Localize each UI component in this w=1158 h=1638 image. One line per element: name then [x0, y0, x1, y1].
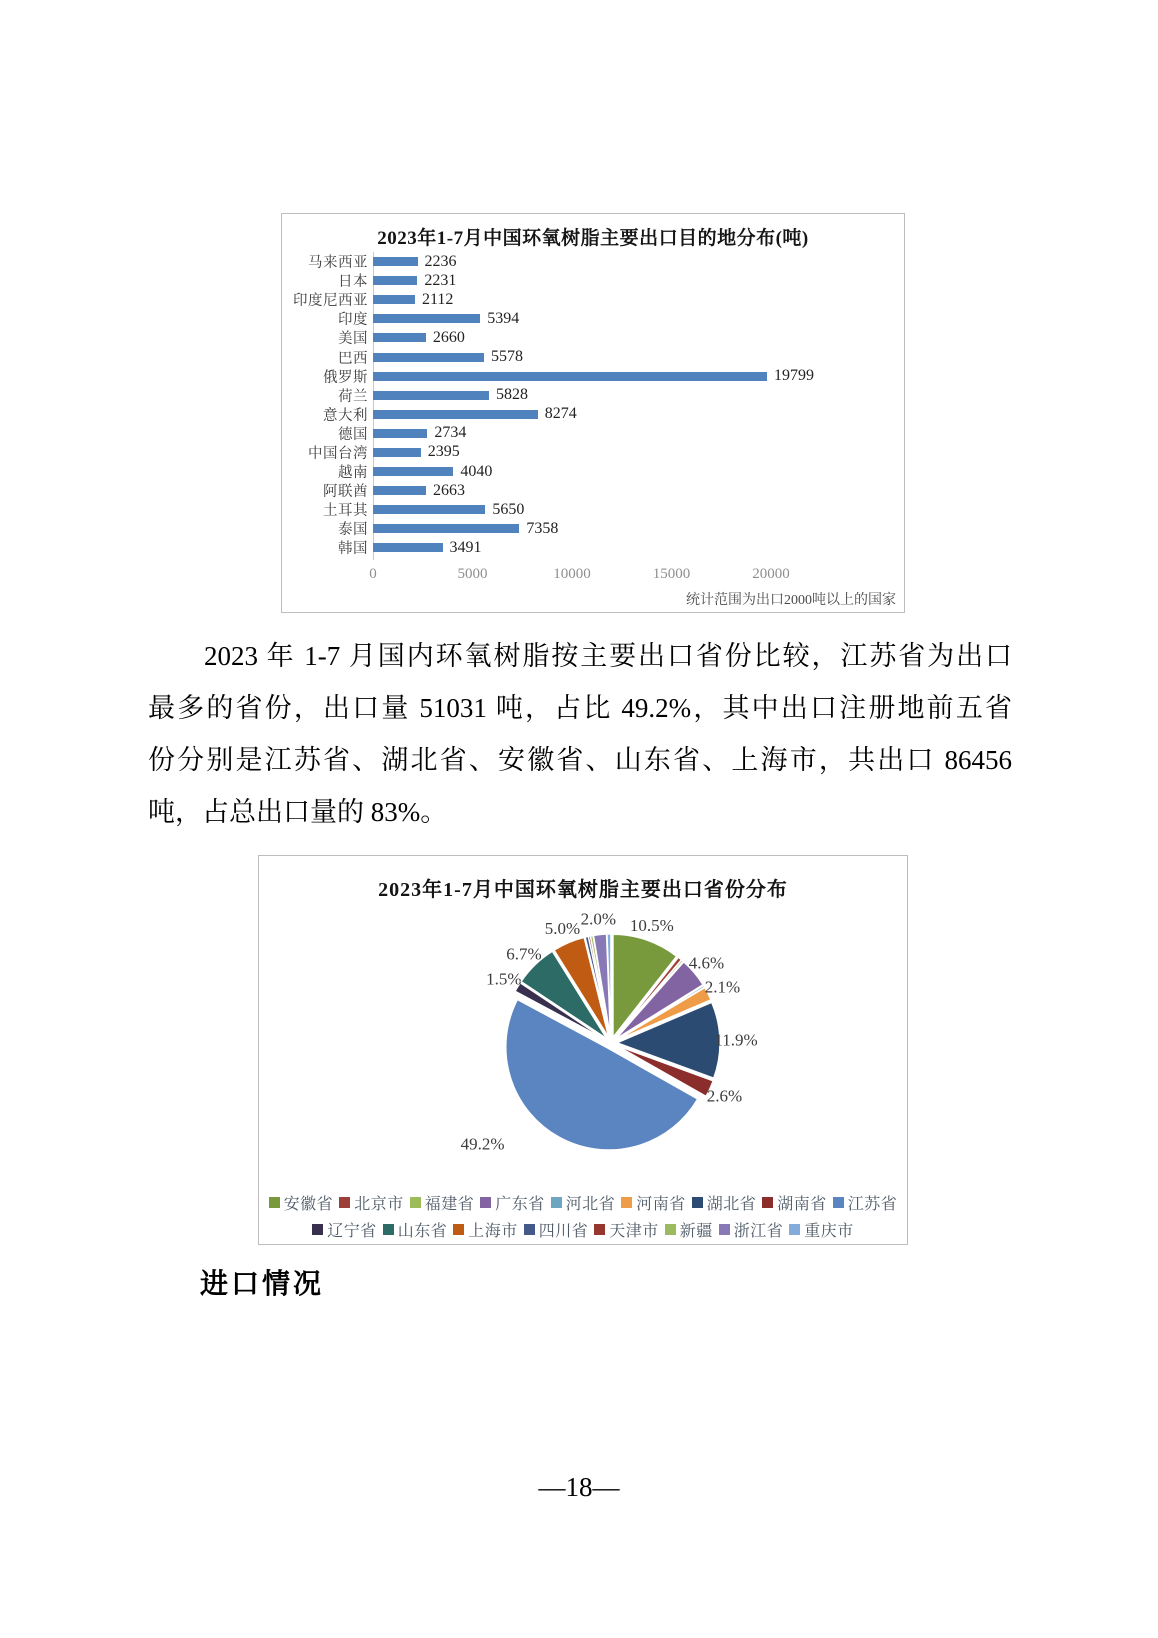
bar-row: [282, 500, 904, 519]
bar-category-label: 俄罗斯: [323, 369, 368, 386]
legend-item-上海市: [453, 1218, 518, 1241]
bar-value-label: 5650: [492, 500, 525, 518]
legend-item-福建省: [410, 1191, 475, 1214]
legend-label: 河北省: [565, 1196, 616, 1213]
legend-item-湖北省: [692, 1191, 757, 1214]
bar: [373, 429, 427, 438]
pie-percent-label: 49.2%: [460, 1134, 505, 1154]
legend-label: 辽宁省: [327, 1223, 377, 1240]
bar-value-label: 2395: [427, 443, 460, 461]
bar-row: [282, 328, 904, 347]
legend-label: 天津市: [609, 1223, 659, 1240]
bar-row: [282, 367, 904, 386]
legend-label: 福建省: [424, 1196, 475, 1213]
legend-swatch: [833, 1197, 844, 1208]
legend-label: 湖北省: [706, 1196, 757, 1213]
legend-swatch: [453, 1224, 464, 1235]
legend-item-辽宁省: [312, 1218, 377, 1241]
legend-label: 河南省: [636, 1196, 686, 1213]
bar-row: [282, 290, 904, 309]
legend-item-四川省: [524, 1218, 589, 1241]
legend-swatch: [665, 1224, 676, 1235]
bar: [373, 391, 489, 400]
bar-category-label: 荷兰: [338, 388, 368, 405]
bar-row: [282, 462, 904, 481]
legend-item-安徽省: [269, 1191, 334, 1214]
bar-chart-panel: [281, 213, 905, 613]
bar-row: [282, 252, 904, 271]
legend-item-浙江省: [719, 1218, 784, 1241]
x-axis-tick: 15000: [652, 566, 691, 582]
bar-value-label: 4040: [460, 462, 493, 480]
bar-value-label: 2663: [433, 481, 465, 499]
pie-chart-panel: [258, 855, 908, 1245]
pie-percent-label: 5.0%: [544, 918, 581, 938]
bar: [373, 333, 426, 342]
pie-percent-label: 2.1%: [704, 977, 741, 997]
x-axis-tick: 5000: [457, 566, 488, 582]
bar-value-label: 2734: [434, 424, 467, 442]
bar-value-label: 7358: [526, 519, 559, 537]
bar-category-label: 土耳其: [323, 503, 368, 520]
legend-label: 新疆: [679, 1223, 713, 1240]
bar-category-label: 印度尼西亚: [293, 293, 368, 310]
bar: [373, 295, 415, 304]
legend-swatch: [692, 1197, 703, 1208]
bar-value-label: 5394: [487, 309, 520, 327]
bar: [373, 353, 484, 362]
bar-category-label: 巴西: [338, 350, 368, 367]
bar-value-label: 2236: [424, 252, 457, 270]
pie-percent-label: 4.6%: [688, 953, 725, 973]
legend-swatch: [269, 1197, 280, 1208]
bar-row: [282, 271, 904, 290]
legend-swatch: [312, 1224, 323, 1235]
legend-swatch: [383, 1224, 394, 1235]
bar-row: [282, 538, 904, 557]
bar-category-label: 阿联酋: [323, 484, 368, 501]
legend-item-重庆市: [789, 1218, 854, 1241]
bar-value-label: 2660: [432, 328, 465, 346]
legend-row: [265, 1189, 901, 1216]
x-axis-tick: 0: [369, 566, 377, 582]
pie-percent-label: 2.6%: [706, 1086, 743, 1106]
bar: [373, 543, 443, 552]
bar-row: [282, 481, 904, 500]
legend-item-河北省: [551, 1191, 616, 1214]
bar: [373, 257, 418, 266]
legend-label: 山东省: [397, 1223, 448, 1240]
legend-label: 上海市: [468, 1223, 518, 1240]
bar-category-label: 德国: [338, 426, 368, 443]
paragraph-line: 份分别是江苏省、湖北省、安徽省、山东省、上海市，共出口 86456: [148, 745, 1012, 775]
legend-item-江苏省: [833, 1191, 898, 1214]
paragraph-line: 吨，占总出口量的 83%。: [148, 797, 448, 827]
legend-label: 北京市: [354, 1196, 404, 1213]
bar-category-label: 美国: [338, 331, 368, 348]
bar-row: [282, 405, 904, 424]
bar-category-label: 越南: [338, 465, 368, 482]
bar-row: [282, 309, 904, 328]
paragraph-line: 最多的省份，出口量 51031 吨，占比 49.2%，其中出口注册地前五省: [148, 693, 1012, 723]
pie-percent-label: 6.7%: [506, 944, 542, 964]
bar: [373, 372, 767, 381]
bar-value-label: 8274: [544, 405, 577, 423]
bar-row: [282, 386, 904, 405]
pie-percent-label: 1.5%: [486, 969, 522, 989]
bar-value-label: 2112: [422, 290, 454, 308]
bar-row: [282, 443, 904, 462]
legend-label: 江苏省: [847, 1196, 898, 1213]
legend-item-天津市: [594, 1218, 659, 1241]
legend-item-广东省: [480, 1191, 545, 1214]
legend-swatch: [719, 1224, 730, 1235]
page-number: —18—: [538, 1472, 620, 1502]
legend-label: 湖南省: [777, 1196, 827, 1213]
bar: [373, 410, 538, 419]
legend-swatch: [789, 1224, 800, 1235]
bar: [373, 276, 417, 285]
bar-chart-plot: [282, 252, 904, 558]
legend-row: [265, 1216, 901, 1243]
bar-row: [282, 519, 904, 538]
bar-chart-title: 2023年1-7月中国环氧树脂主要出口目的地分布(吨): [377, 228, 809, 249]
legend-swatch: [480, 1197, 491, 1208]
bar: [373, 448, 421, 457]
bar-value-label: 5578: [491, 348, 523, 366]
bar-category-label: 中国台湾: [308, 445, 368, 462]
legend-swatch: [594, 1224, 605, 1235]
legend-label: 安徽省: [283, 1196, 334, 1213]
pie-percent-label: 11.9%: [714, 1030, 758, 1050]
bar-category-label: 日本: [338, 274, 368, 291]
legend-label: 重庆市: [804, 1223, 854, 1240]
bar-category-label: 马来西亚: [308, 255, 368, 272]
legend-item-新疆: [665, 1218, 713, 1241]
bar-value-label: 2231: [424, 271, 457, 289]
legend-swatch: [762, 1197, 773, 1208]
pie-chart: [259, 856, 909, 1246]
bar-value-label: 3491: [449, 538, 482, 556]
pie-percent-label: 2.0%: [580, 909, 617, 929]
bar-row: [282, 347, 904, 366]
bar-category-label: 韩国: [338, 541, 368, 558]
legend-swatch: [410, 1197, 421, 1208]
legend-swatch: [551, 1197, 562, 1208]
legend-item-北京市: [339, 1191, 404, 1214]
pie-chart-title: 2023年1-7月中国环氧树脂主要出口省份分布: [378, 879, 788, 901]
bar: [373, 524, 519, 533]
legend-swatch: [524, 1224, 535, 1235]
x-axis-tick: 20000: [752, 566, 790, 582]
bar-value-label: 19799: [774, 367, 814, 385]
legend-swatch: [339, 1197, 350, 1208]
bar-row: [282, 424, 904, 443]
bar: [373, 486, 426, 495]
legend-label: 广东省: [495, 1196, 545, 1213]
pie-chart-legend: [265, 1189, 901, 1243]
paragraph-line: 2023 年 1-7 月国内环氧树脂按主要出口省份比较，江苏省为出口: [204, 641, 1012, 671]
body-paragraph: [148, 630, 1012, 838]
legend-item-湖南省: [762, 1191, 827, 1214]
bar: [373, 505, 485, 514]
bar-category-label: 印度: [338, 312, 368, 329]
legend-label: 浙江省: [733, 1223, 784, 1240]
legend-swatch: [621, 1197, 632, 1208]
import-section-heading: 进口情况: [200, 1269, 325, 1300]
bar-chart-footnote: 统计范围为出口2000吨以上的国家: [686, 593, 896, 608]
bar-category-label: 泰国: [338, 522, 368, 539]
bar-chart-x-axis: [282, 566, 904, 586]
bar-category-label: 意大利: [323, 407, 368, 424]
legend-item-山东省: [383, 1218, 448, 1241]
legend-item-河南省: [621, 1191, 686, 1214]
legend-label: 四川省: [538, 1223, 589, 1240]
bar-value-label: 5828: [496, 386, 528, 404]
x-axis-tick: 10000: [553, 566, 591, 582]
bar: [373, 467, 453, 476]
bar: [373, 314, 480, 323]
pie-percent-label: 10.5%: [629, 915, 674, 935]
